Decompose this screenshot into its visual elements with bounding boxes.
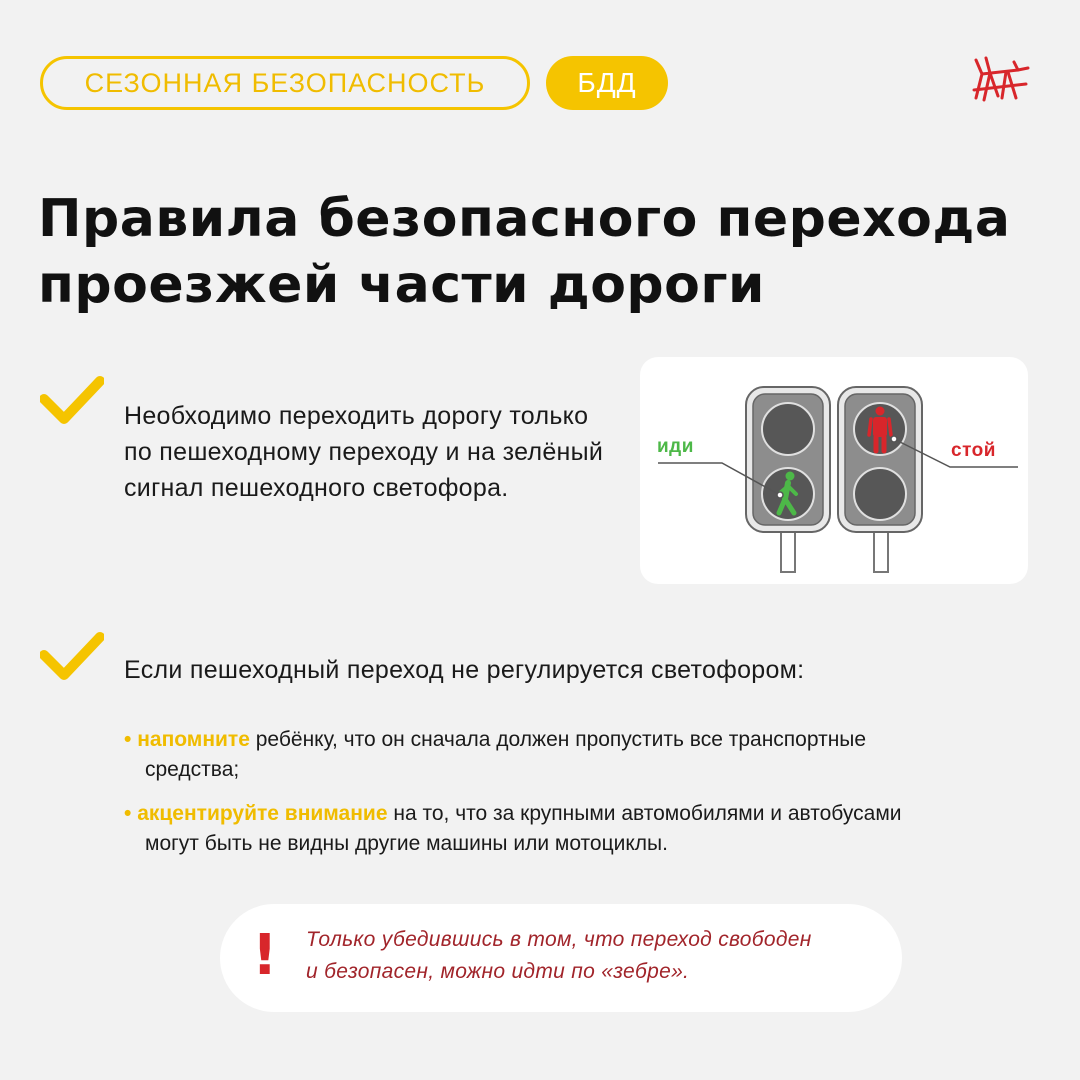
bullet-text: ребёнку, что он сначала должен пропустить все транспортные bbox=[249, 728, 867, 751]
category-pill bbox=[40, 56, 530, 110]
bullet-highlight: акцентируйте внимание bbox=[137, 802, 388, 825]
brand-logo-icon bbox=[968, 50, 1032, 106]
traffic-lights-illustration bbox=[640, 357, 1028, 584]
tag-pill bbox=[546, 56, 668, 110]
tag-label: БДД bbox=[577, 67, 637, 98]
list-item bbox=[124, 799, 1044, 859]
rule-crossing-text: Необходимо переходить дорогу только по пешеходному переходу и на зелёный сигнал пешеходного светофора. bbox=[124, 402, 604, 502]
bullet-dot: • bbox=[124, 728, 132, 751]
list-item bbox=[124, 725, 1044, 785]
exclamation-icon: ! bbox=[252, 923, 278, 988]
stop-label: стой bbox=[951, 440, 996, 461]
title-line-1: Правила безопасного перехода bbox=[38, 189, 1011, 249]
bullet-text: на то, что за крупными автомобилями и автобусами bbox=[387, 802, 902, 825]
traffic-light-card bbox=[640, 357, 1028, 584]
warning-line-1: Только убедившись в том, что переход свободен bbox=[306, 928, 812, 951]
category-label: СЕЗОННАЯ БЕЗОПАСНОСТЬ bbox=[84, 67, 486, 98]
unregulated-crossing-text: Если пешеходный переход не регулируется светофором: bbox=[124, 656, 805, 684]
bullet-text-continued: могут быть не видны другие машины или мотоциклы. bbox=[145, 832, 668, 855]
warning-line-2: и безопасен, можно идти по «зебре». bbox=[306, 960, 690, 983]
page-title bbox=[38, 186, 1038, 318]
title-line-2: проезжей части дороги bbox=[38, 255, 765, 315]
warning-text bbox=[306, 924, 886, 988]
bullet-highlight: напомните bbox=[137, 728, 250, 751]
checkmark-icon bbox=[40, 631, 104, 683]
warning-note bbox=[220, 904, 902, 1012]
go-label: иди bbox=[657, 436, 694, 457]
bullet-text-continued: средства; bbox=[145, 758, 240, 781]
bullet-dot: • bbox=[124, 802, 132, 825]
checkmark-icon bbox=[40, 375, 104, 427]
